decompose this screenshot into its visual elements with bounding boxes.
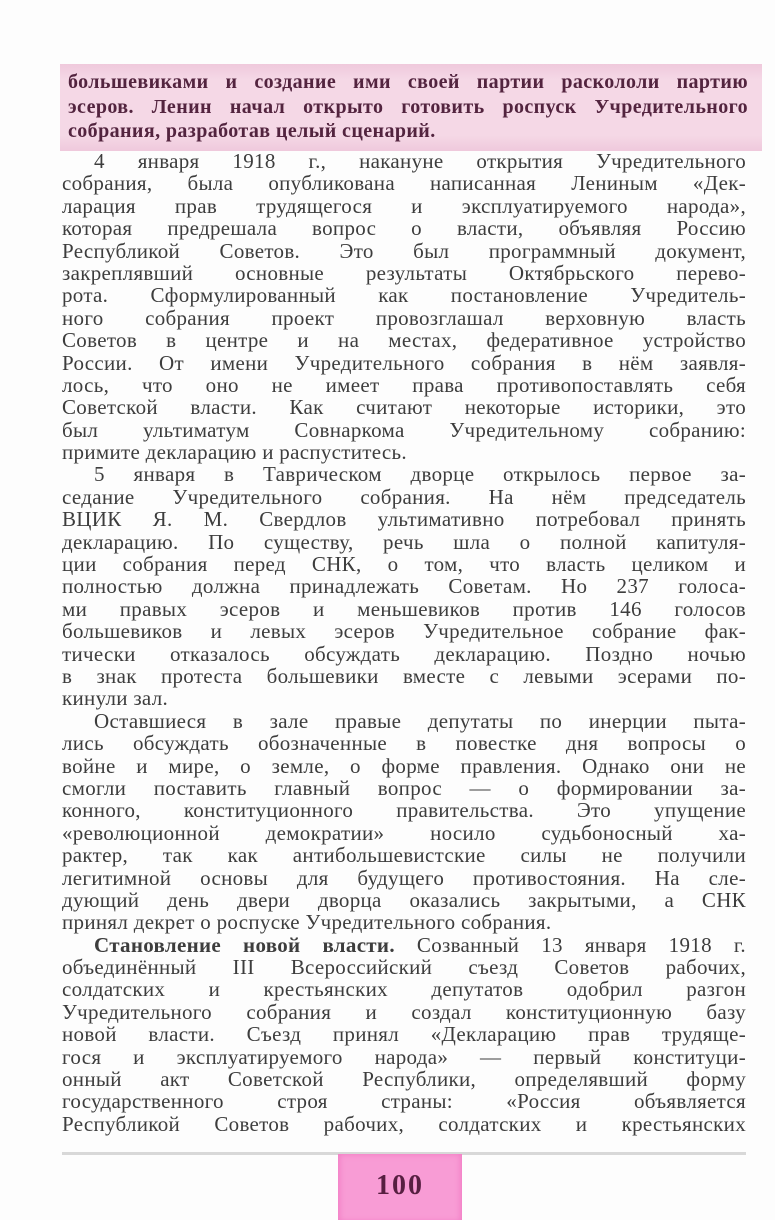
text-line: ларация прав трудящегося и эксплуатируемого народа», — [62, 193, 746, 218]
text-line: Становление новой власти. Созванный 13 января 1918 г. — [94, 932, 746, 957]
text-line: большевиков и левых эсеров Учредительное собрание фак- — [62, 619, 746, 644]
text-line: легитимной основы для будущего противостояния. На сле- — [62, 865, 746, 890]
text-line: солдатских и крестьянских депутатов одобрил разгон — [62, 977, 746, 1002]
body-text — [62, 150, 746, 1135]
text-line: рота. Сформулированный как постановление Учредитель- — [62, 283, 746, 308]
text-line: 4 января 1918 г., накануне открытия Учредительного — [94, 149, 746, 173]
text-line: ми правых эсеров и меньшевиков против 146 голосов — [62, 596, 746, 621]
text-line: 5 января в Таврическом дворце открылось первое за- — [94, 462, 746, 487]
text-line: Республикой Советов. Это был программный документ, — [62, 238, 746, 263]
text-line: в знак протеста большевики вместе с левыми эсерами по- — [62, 663, 746, 688]
text-line: ции собрания перед СНК, о том, что власть целиком и — [62, 552, 746, 577]
text-line: тически отказалось обсуждать декларацию. Поздно ночью — [62, 641, 746, 666]
text-line: эсеров. Ленин начал открыто готовить роспуск Учредительного — [68, 95, 748, 118]
text-line: собрания, была опубликована написанная Лениным «Дек- — [62, 171, 746, 196]
bold-lead: Становление новой власти. — [94, 932, 395, 957]
text-line: дующий день двери дворца оказались закрытыми, а СНК — [62, 887, 746, 912]
text-line: Учредительного собрания и создал конституционную базу — [62, 999, 746, 1024]
text-line: ного собрания проект провозглашал верховную власть — [62, 305, 746, 330]
text-line: войне и мире, о земле, о форме правления. Однако они не — [62, 753, 746, 778]
text-line: Республикой Советов рабочих, солдатских и крестьянских — [62, 1111, 746, 1136]
text-line: собрания, разработав целый сценарий. — [68, 120, 436, 142]
text-line: Советской власти. Как считают некоторые историки, это — [62, 395, 746, 420]
highlight-callout — [60, 64, 762, 151]
page-number-box — [338, 1154, 462, 1220]
text-line: «революционной демократии» носило судьбоносный ха- — [62, 820, 746, 845]
text-line: Советов в центре и на местах, федеративное устройство — [62, 328, 746, 353]
text-line: Оставшиеся в зале правые депутаты по инерции пыта- — [94, 708, 746, 733]
text-line: объединённый III Всероссийский съезд Советов рабочих, — [62, 955, 746, 980]
text-line: декларацию. По существу, речь шла о полной капитуля- — [62, 529, 746, 554]
text-line: лись обсуждать обозначенные в повестке дня вопросы о — [62, 731, 746, 756]
text-line: закреплявший основные результаты Октябрьского перево- — [62, 260, 746, 285]
text-line: примите декларацию и распуститесь. — [62, 440, 407, 465]
text-line: новой власти. Съезд принял «Декларацию прав трудяще- — [62, 1022, 746, 1047]
text-line: конного, конституционного правительства. Это упущение — [62, 798, 746, 823]
text-line: государственного строя страны: «Россия объявляется — [62, 1089, 746, 1114]
text-line: большевиками и создание ими своей партии раскололи партию — [68, 71, 748, 93]
text-line: лось, что оно не имеет права противопоставлять себя — [62, 372, 746, 397]
text-line: был ультиматум Совнаркома Учредительному собранию: — [62, 417, 746, 442]
text-line: рактер, так как антибольшевистские силы не получили — [62, 843, 746, 868]
text-line: кинули зал. — [62, 686, 169, 711]
text-line: онный акт Советской Республики, определявший форму — [62, 1067, 746, 1092]
text-line: гося и эксплуатируемого народа» — первый конституци- — [62, 1044, 746, 1069]
text-line: принял декрет о роспуске Учредительного собрания. — [62, 910, 552, 935]
text-line: смогли поставить главный вопрос — о формировании за- — [62, 775, 746, 800]
text-line: полностью должна принадлежать Советам. Но 237 голоса- — [62, 574, 746, 599]
text-line: которая предрешала вопрос о власти, объявляя Россию — [62, 216, 746, 241]
text-line: России. От имени Учредительного собрания в нём заявля- — [62, 350, 746, 375]
text-line: ВЦИК Я. М. Свердлов ультимативно потребовал принять — [62, 507, 746, 532]
text-line: седание Учредительного собрания. На нём председатель — [62, 484, 746, 509]
page-number: 100 — [376, 1170, 424, 1201]
